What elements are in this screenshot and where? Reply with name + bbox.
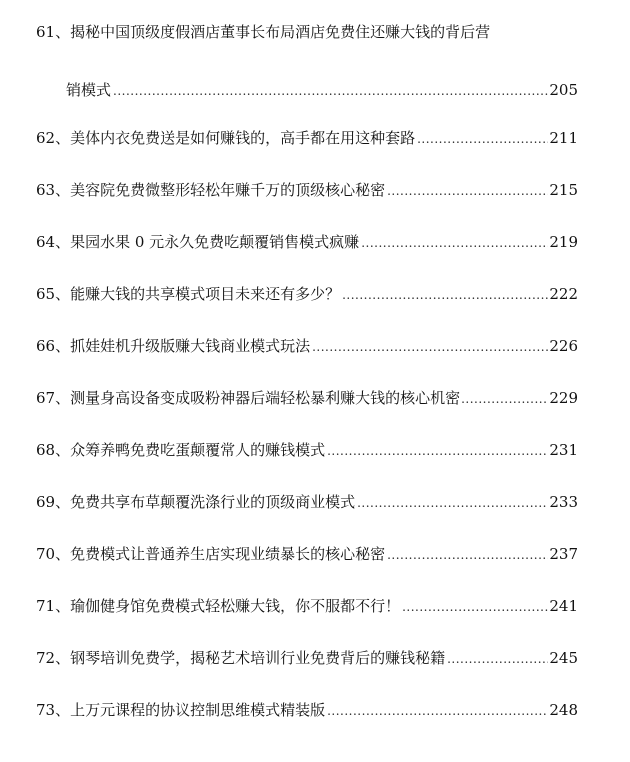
dot-leader [113, 81, 548, 101]
entry-number: 65、 [36, 285, 71, 303]
entry-number: 63、 [36, 181, 71, 199]
page-number: 248 [549, 701, 578, 719]
toc-entry[interactable] [36, 492, 578, 512]
toc-entry[interactable] [36, 22, 578, 102]
dot-leader [447, 649, 548, 669]
entry-title: 瑜伽健身馆免费模式轻松赚大钱，你不服都不行！ [70, 597, 401, 615]
page-number: 219 [549, 233, 578, 251]
entry-number: 68、 [36, 441, 71, 459]
page-number: 245 [549, 649, 578, 667]
toc-entry[interactable] [36, 700, 578, 720]
page-number: 215 [549, 181, 578, 199]
entry-title: 免费共享布草颠覆洗涤行业的顶级商业模式 [70, 493, 356, 511]
dot-leader [327, 441, 548, 461]
dot-leader [312, 337, 548, 357]
entry-title: 众筹养鸭免费吃蛋颠覆常人的赚钱模式 [70, 441, 326, 459]
entry-title: 钢琴培训免费学，揭秘艺术培训行业免费背后的赚钱秘籍 [70, 649, 446, 667]
dot-leader [402, 597, 548, 617]
toc-entry[interactable] [36, 128, 578, 148]
dot-leader [461, 389, 547, 409]
dot-leader [342, 285, 548, 305]
toc-entry[interactable] [36, 336, 578, 356]
toc-entry[interactable] [36, 440, 578, 460]
entry-number: 64、 [36, 233, 71, 251]
dot-leader [387, 545, 548, 565]
page-number: 205 [549, 81, 578, 99]
entry-title: 测量身高设备变成吸粉神器后端轻松暴利赚大钱的核心机密 [70, 389, 461, 407]
toc-entry[interactable] [36, 180, 578, 200]
page-number: 231 [549, 441, 578, 459]
dot-leader [361, 233, 548, 253]
entry-number: 70、 [36, 545, 71, 563]
entry-title: 美体内衣免费送是如何赚钱的，高手都在用这种套路 [70, 129, 416, 147]
entry-title: 能赚大钱的共享模式项目未来还有多少？ [70, 285, 341, 303]
dot-leader [327, 701, 548, 721]
entry-title: 揭秘中国顶级度假酒店董事长布局酒店免费住还赚大钱的背后营 [70, 23, 491, 41]
toc-entry[interactable] [36, 596, 578, 616]
entry-title: 免费模式让普通养生店实现业绩暴长的核心秘密 [70, 545, 386, 563]
page-number: 233 [549, 493, 578, 511]
toc-entry[interactable] [36, 284, 578, 304]
toc-entry[interactable] [36, 648, 578, 668]
dot-leader [357, 493, 548, 513]
dot-leader [417, 129, 548, 149]
page-number: 222 [549, 285, 578, 303]
entry-number: 73、 [36, 701, 71, 719]
page-number: 226 [549, 337, 578, 355]
entry-title: 抓娃娃机升级版赚大钱商业模式玩法 [70, 337, 311, 355]
page-number: 241 [549, 597, 578, 615]
entry-number: 61、 [36, 23, 71, 41]
dot-leader [387, 181, 548, 201]
entry-title: 果园水果 0 元永久免费吃颠覆销售模式疯赚 [70, 233, 360, 251]
page-number: 229 [549, 389, 578, 407]
toc-entry[interactable] [36, 388, 578, 408]
page-number: 211 [549, 129, 578, 147]
entry-title: 美容院免费微整形轻松年赚千万的顶级核心秘密 [70, 181, 386, 199]
entry-number: 62、 [36, 129, 71, 147]
entry-title-continued: 销模式 [66, 81, 112, 99]
entry-number: 66、 [36, 337, 71, 355]
page-number: 237 [549, 545, 578, 563]
toc-entry[interactable] [36, 232, 578, 252]
entry-number: 69、 [36, 493, 71, 511]
entry-number: 67、 [36, 389, 71, 407]
entry-title: 上万元课程的协议控制思维模式精装版 [70, 701, 326, 719]
entry-number: 71、 [36, 597, 71, 615]
toc-entry[interactable] [36, 544, 578, 564]
entry-number: 72、 [36, 649, 71, 667]
